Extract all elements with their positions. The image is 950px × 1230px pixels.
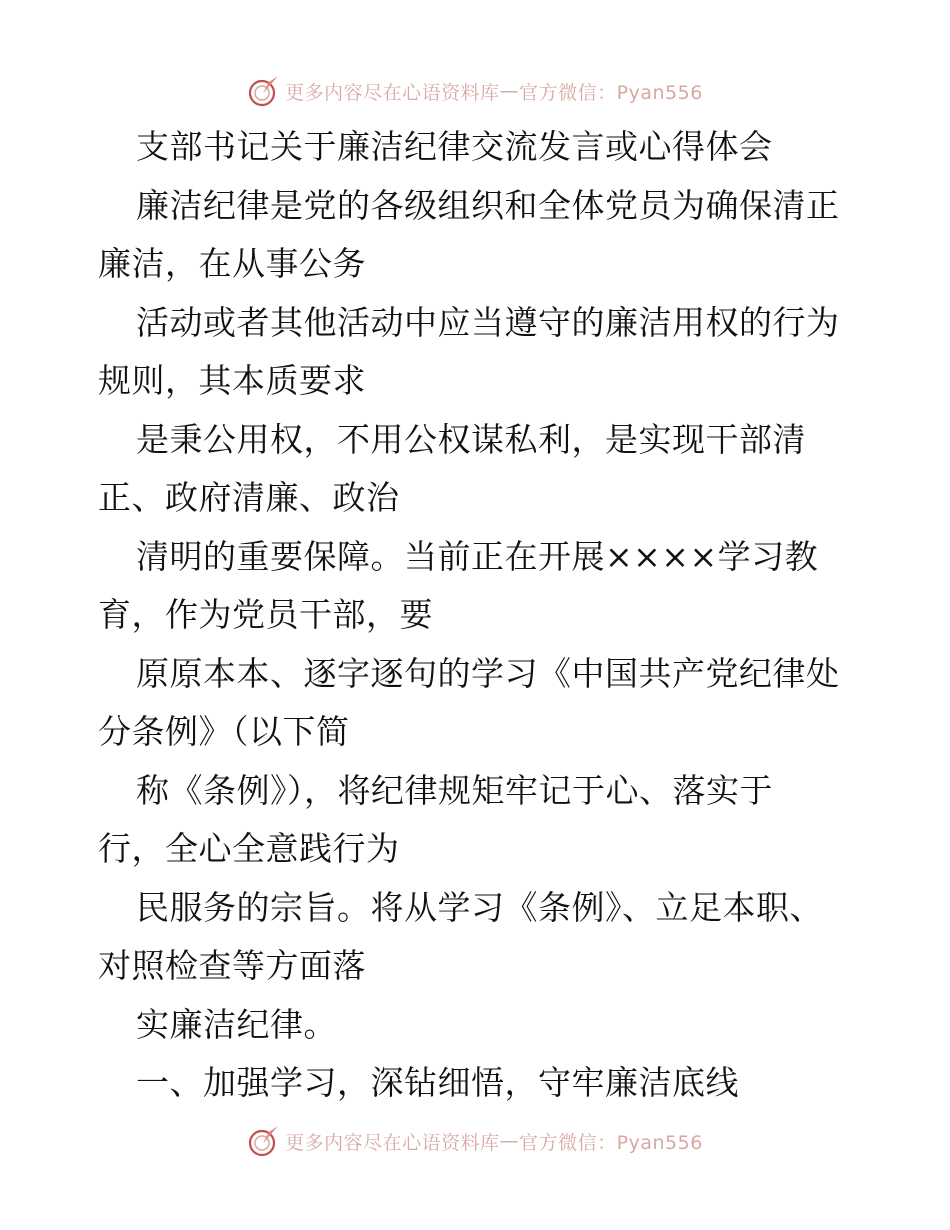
watermark-separator: — bbox=[499, 80, 520, 102]
body-text-line: 对照检查等方面落 bbox=[98, 946, 366, 985]
body-text-line: 是秉公用权，不用公权谋私利，是实现干部清 bbox=[136, 419, 806, 459]
document-body bbox=[98, 118, 858, 1113]
watermark-site-text: 更多内容尽在心语资料库 bbox=[285, 81, 500, 104]
document-title: 支部书记关于廉洁纪律交流发言或心得体会 bbox=[136, 127, 773, 166]
body-text-line: 行，全心全意践行为 bbox=[98, 829, 400, 868]
watermark-site-text: 更多内容尽在心语资料库 bbox=[285, 1131, 500, 1154]
footer-watermark bbox=[0, 1121, 950, 1161]
body-text-line: 活动或者其他活动中应当遵守的廉洁用权的行为 bbox=[136, 302, 840, 342]
quill-pen-logo-icon bbox=[247, 1124, 281, 1158]
body-text-line: 称《条例》），将纪律规矩牢记于心、落实于 bbox=[136, 770, 773, 810]
watermark-wechat-text: 官方微信：Pyan556 bbox=[519, 1131, 703, 1154]
body-text-line: 分条例》（以下简 bbox=[98, 712, 350, 751]
quill-pen-logo-icon bbox=[247, 74, 281, 108]
body-text-line: 实廉洁纪律。 bbox=[136, 1004, 337, 1044]
body-text-line: 原原本本、逐字逐句的学习《中国共产党纪律处 bbox=[136, 653, 840, 693]
body-text-line: 一、加强学习，深钻细悟，守牢廉洁底线 bbox=[136, 1063, 739, 1102]
body-text-line: 清明的重要保障。当前正在开展××××学习教 bbox=[136, 536, 819, 576]
body-text-line: 育，作为党员干部，要 bbox=[98, 595, 433, 634]
body-text-line: 规则，其本质要求 bbox=[98, 361, 366, 400]
body-text-line: 廉洁，在从事公务 bbox=[98, 244, 366, 283]
body-text-line: 廉洁纪律是党的各级组织和全体党员为确保清正 bbox=[136, 185, 840, 225]
body-text-line: 正、政府清廉、政治 bbox=[98, 478, 400, 517]
watermark-wechat-text: 官方微信：Pyan556 bbox=[519, 81, 703, 104]
watermark-separator: — bbox=[499, 1130, 520, 1152]
body-text-line: 民服务的宗旨。将从学习《条例》、立足本职、 bbox=[136, 887, 823, 927]
header-watermark bbox=[0, 71, 950, 111]
